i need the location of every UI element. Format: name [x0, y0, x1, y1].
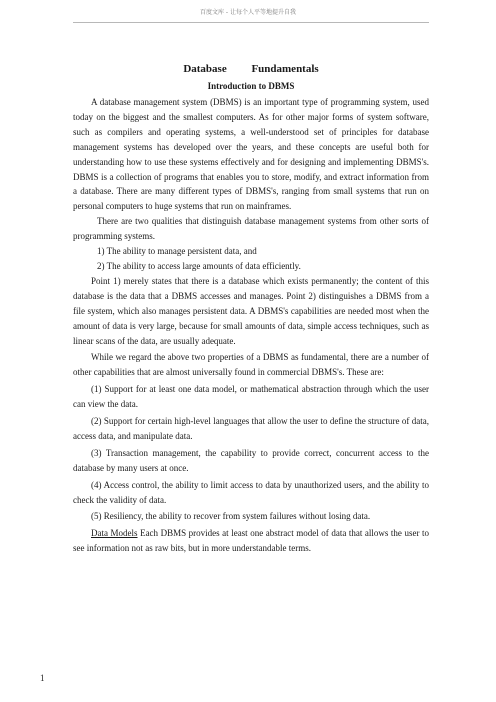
- page-header-text: 百度文库 - 让每个人平等地提升自我: [200, 9, 296, 16]
- document-body: [73, 62, 429, 556]
- list-item: 1) The ability to manage persistent data, and: [97, 246, 257, 257]
- list-item: (1) Support for at least one data model, or mathematical abstraction through which the user can view the data.: [73, 384, 429, 410]
- list-item: (2) Support for certain high-level languages that allow the user to define the structure of data, access data, and manipulate data.: [73, 416, 429, 441]
- data-models-term: Data Models: [91, 528, 138, 539]
- paragraph-capabilities: While we regard the above two properties of a DBMS as fundamental, there are a number of other capabilities that are almost universally found in commercial DBMS's. These are:: [73, 352, 429, 378]
- header-divider: [73, 22, 429, 23]
- document-subtitle: Introduction to DBMS: [207, 81, 295, 91]
- list-item: 2) The ability to access large amounts of data efficiently.: [97, 260, 301, 271]
- page-number: 1: [40, 673, 45, 683]
- list-item: (5) Resiliency, the ability to recover from system failures without losing data.: [91, 511, 371, 522]
- paragraph-points: Point 1) merely states that there is a database which exists permanently; the content of this database is the data that a DBMS accesses and manages. Point 2) distinguishes a DBMS from a file system, which also manages persistent data. A DBMS's capabilities are needed most when the amount of data is very large, because for small amounts of data, simple access techniques, such as linear scans of the data, are usually adequate.: [73, 275, 429, 346]
- paragraph-qualities: There are two qualities that distinguish database management systems from other sorts of programming systems.: [73, 216, 429, 242]
- paragraph-intro: A database management system (DBMS) is an important type of programming system, used today on the biggest and the smallest computers. As for other major forms of system software, such as compilers and operating systems, a well-understood set of principles for database management systems has developed over the years, and these concepts are useful both for understanding how to use these systems effectively and for designing and implementing DBMS's. DBMS is a collection of programs that enables you to store, modify, and extract information from a database. There are many different types of DBMS's, ranging from small systems that run on personal computers to huge systems that run on mainframes.: [73, 97, 429, 212]
- data-models-text: Each DBMS provides at least one abstract model of data that allows the user to see information not as raw bits, but in more understandable terms.: [73, 528, 429, 554]
- list-item: (3) Transaction management, the capability to provide correct, concurrent access to the database by many users at once.: [73, 447, 429, 473]
- document-title: Database Fundamentals: [183, 63, 319, 75]
- list-item: (4) Access control, the ability to limit access to data by unauthorized users, and the ability to check the validity of data.: [73, 479, 429, 505]
- paragraph-data-models: [73, 526, 429, 556]
